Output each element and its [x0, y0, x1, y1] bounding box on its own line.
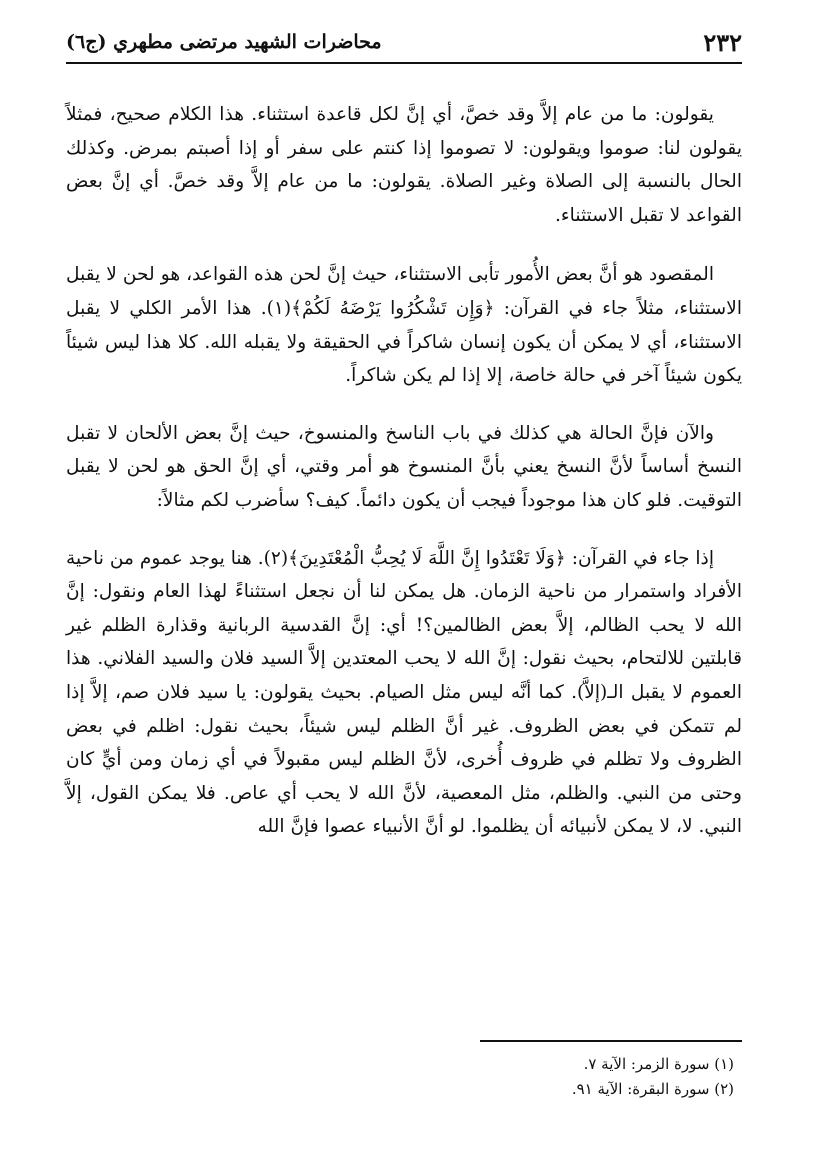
- body-text: [66, 98, 742, 868]
- book-page: [66, 22, 742, 1132]
- paragraph: والآن فإنَّ الحالة هي كذلك في باب الناسخ والمنسوخ، حيث إنَّ بعض الألحان لا تقبل النسخ أساساً لأنَّ النسخ يعني بأنَّ المنسوخ هو أمر وقتي، أي إنَّ الحق هو لحن لا يقبل التوقيت. فلو كان هذا موجوداً فيجب أن يكون دائماً. كيف؟ سأضرب لكم مثالاً:: [66, 422, 742, 511]
- footnote: (١) سورة الزمر: الآية ٧.: [583, 1055, 734, 1073]
- paragraph: المقصود هو أنَّ بعض الأُمور تأبى الاستثناء، حيث إنَّ لحن هذه القواعد، هو لحن لا يقبل الاستثناء، مثلاً جاء في القرآن: ﴿وَإِن تَشْكُرُوا يَرْضَهُ لَكُمْ﴾(١). هذا الأمر الكلي لا يقبل الاستثناء، أي لا يمكن أن يكون إنسان شاكراً في الحقيقة ولا يقبله الله. كلا هذا ليس شيئاً يكون شيئاً آخر في حالة خاصة، إلا إذا لم يكن شاكراً.: [66, 264, 742, 387]
- footnote: (٢) سورة البقرة: الآية ٩١.: [571, 1080, 734, 1098]
- page-number: ٢٣٢: [703, 27, 742, 57]
- footnotes: [66, 1040, 742, 1102]
- running-title: محاضرات الشهيد مرتضى مطهري (ج٦): [66, 31, 382, 53]
- running-header: [66, 22, 742, 64]
- footnote-divider: [480, 1040, 742, 1042]
- paragraph: يقولون: ما من عام إلاَّ وقد خصَّ، أي إنَّ لكل قاعدة استثناء. هذا الكلام صحيح، فمثلاً يقولون لنا: صوموا ويقولون: لا تصوموا إذا كنتم على سفر أو إذا أصبتم بمرض. وكذلك الحال بالنسبة إلى الصلاة وغير الصلاة. يقولون: ما من عام إلاَّ وقد خصَّ. أي إنَّ بعض القواعد لا تقبل الاستثناء.: [66, 104, 742, 226]
- paragraph: إذا جاء في القرآن: ﴿وَلَا تَعْتَدُوا إِنَّ اللَّهَ لَا يُحِبُّ الْمُعْتَدِينَ﴾(٢). هنا يوجد عموم من ناحية الأفراد واستمرار من ناحية الزمان. هل يمكن لنا أن نجعل استثناءً لهذا العام ونقول: إنَّ الله لا يحب الظالم، إلاَّ بعض الظالمين؟! أي: إنَّ القدسية الربانية وقذارة الظلم غير قابلتين للالتحام، بحيث نقول: إنَّ الله لا يحب المعتدين إلاَّ السيد فلان والسيد الفلاني. هذا العموم لا يقبل الـ(إلاَّ). كما أنَّه ليس مثل الصيام. بحيث يقولون: يا سيد فلان صم، إلاَّ إذا لم تتمكن في بعض الظروف. غير أنَّ الظلم ليس شيئاً، بحيث نقول: اظلم في بعض الظروف ولا تظلم في ظروف أُخرى، لأنَّ الظلم ليس مقبولاً في أي زمان ومن أيٍّ كان وحتى من النبي. والظلم، مثل المعصية، لأنَّ الله لا يحب أي عاص. فلا يمكن القول، إلاَّ النبي. لا، لا يمكن لأنبيائه أن يظلموا. لو أنَّ الأنبياء عصوا فإنَّ الله: [66, 547, 742, 838]
